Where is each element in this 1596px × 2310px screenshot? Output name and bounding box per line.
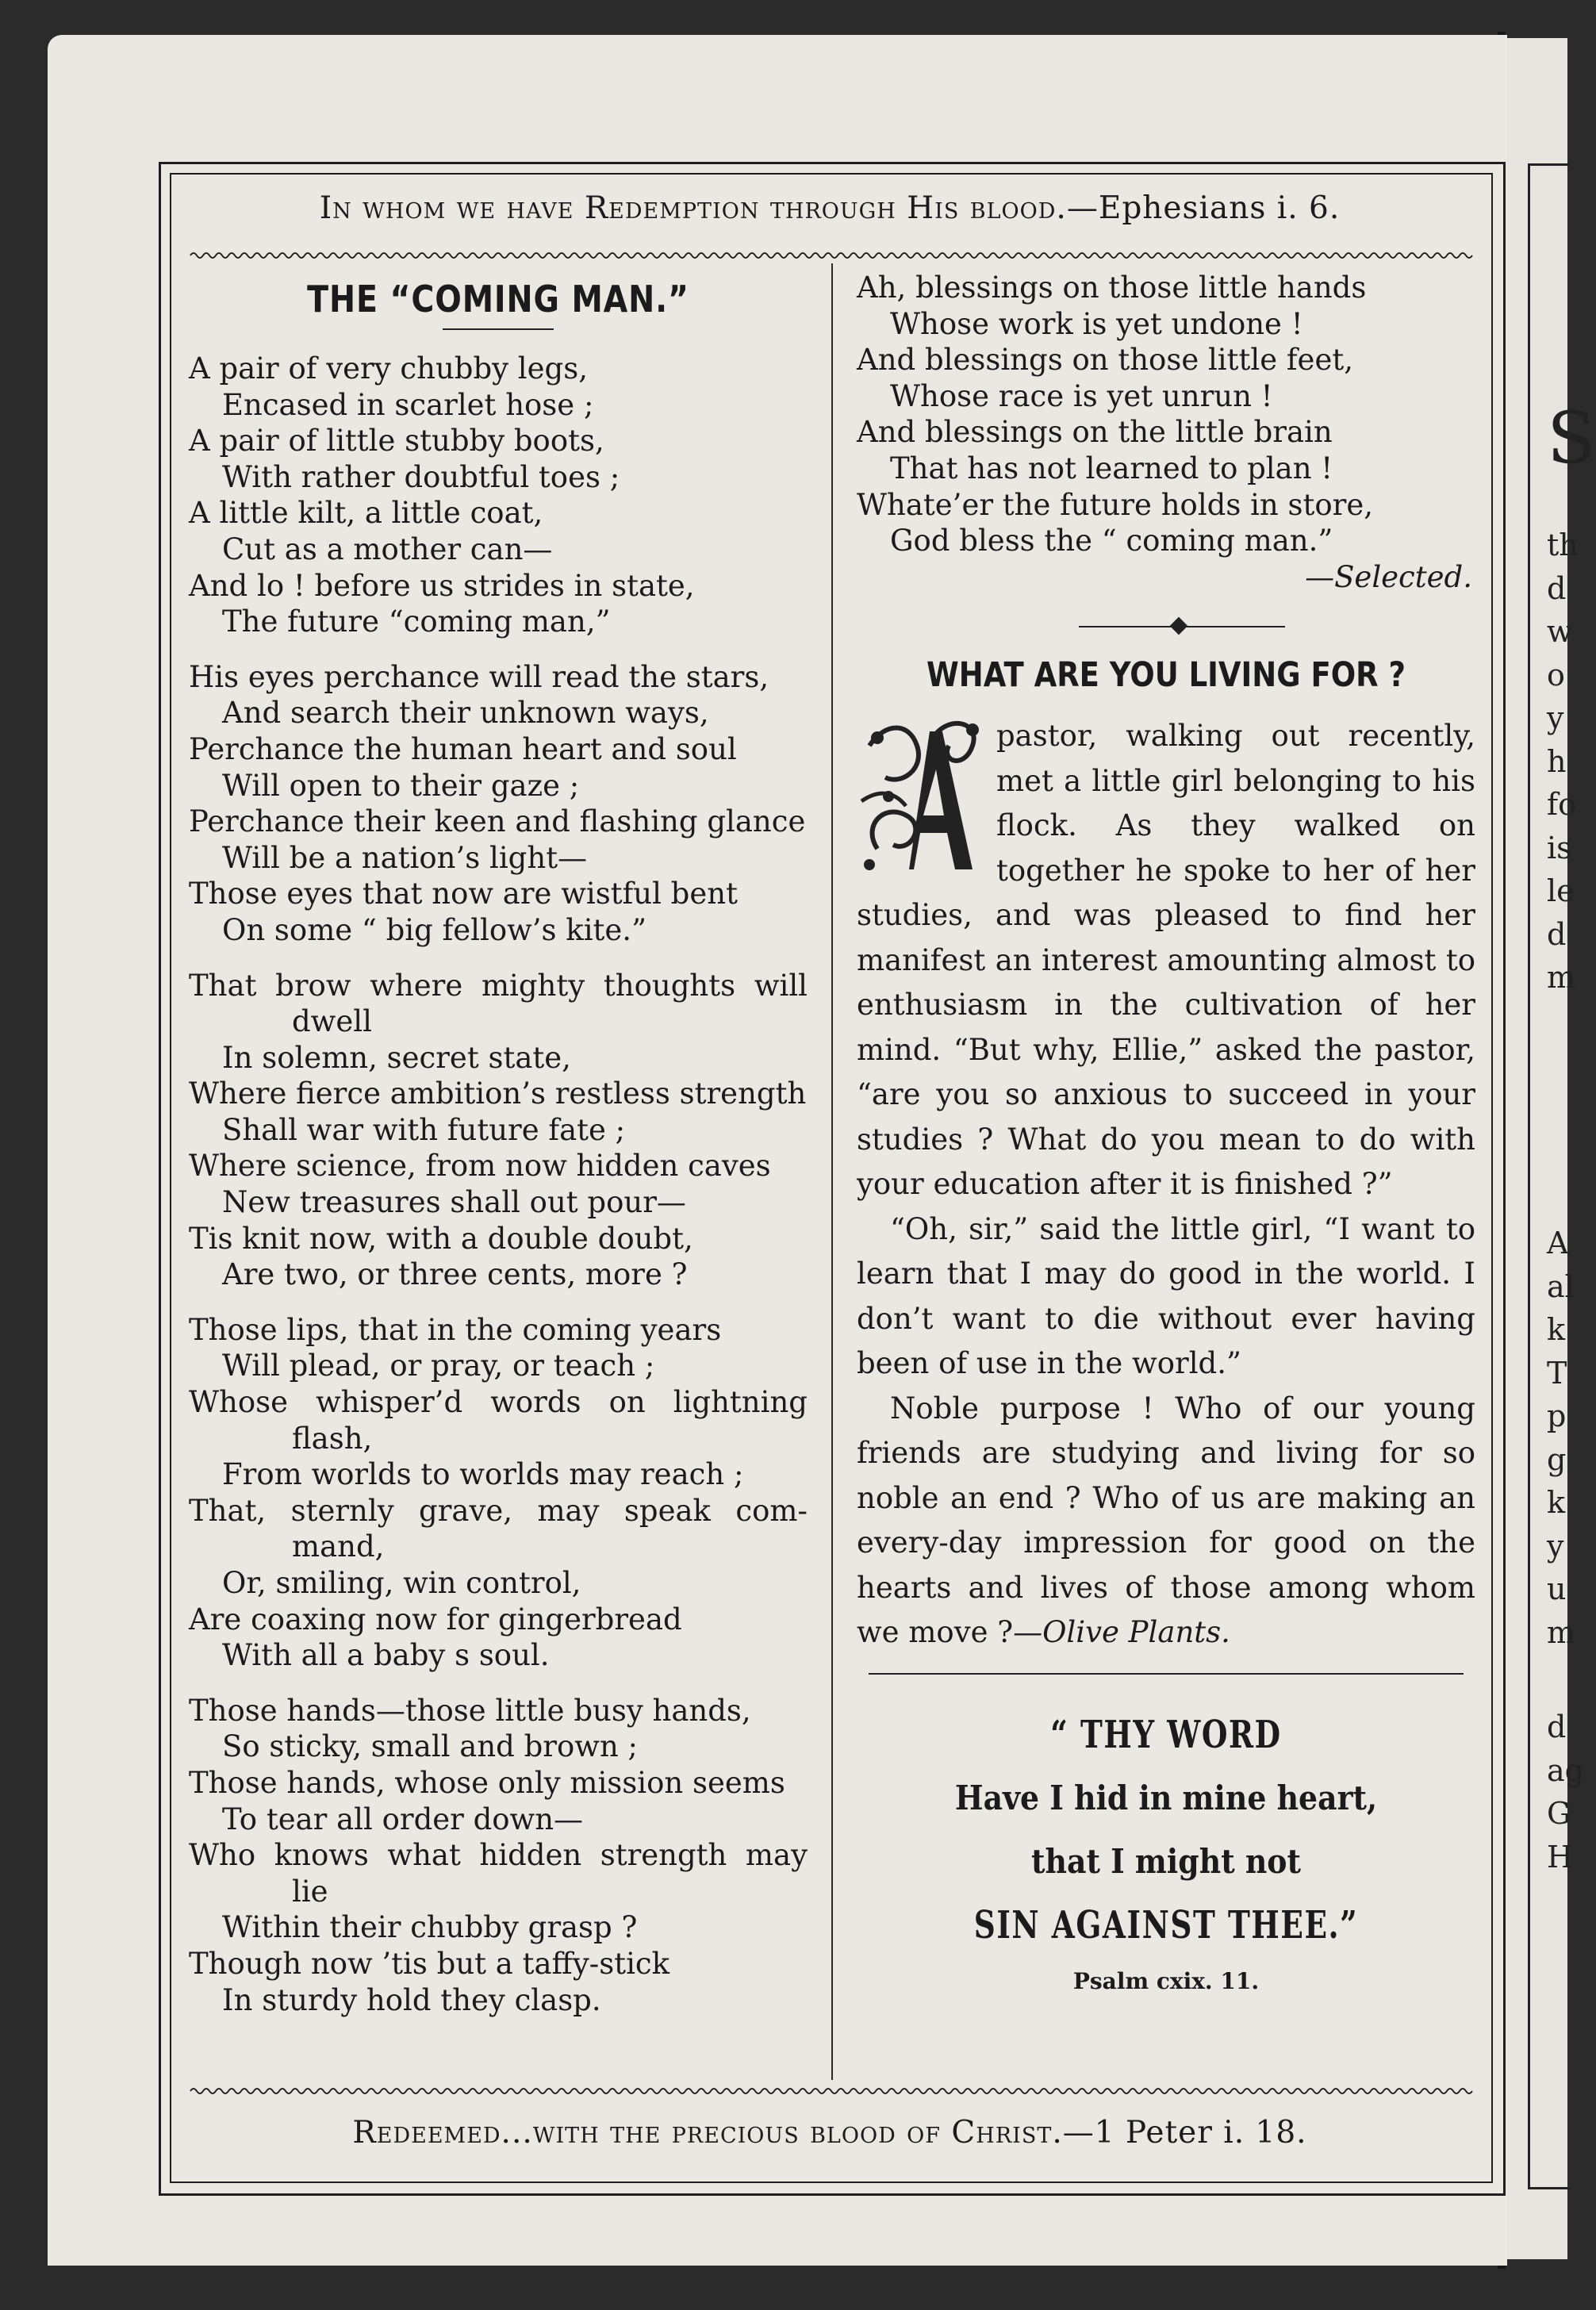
poem-line: Though now ’tis but a taffy-stick [189, 1946, 670, 1981]
right-column [857, 270, 1475, 1994]
svg-text:A: A [922, 801, 923, 803]
poem-line: Whate’er the future holds in store, [857, 487, 1373, 522]
poem-line: Whose whisper’d words on lightning [189, 1385, 808, 1420]
adjacent-page-fragment: o [1547, 657, 1565, 693]
adjacent-page-fragment: g [1547, 1441, 1567, 1477]
adjacent-page-fragment: k [1547, 1312, 1566, 1347]
adjacent-page-text-fragment-2 [1547, 1222, 1576, 1654]
article-paragraph-1: pastor, walking out recently, met a little girl belonging to his flock. As they walked on together he spoke to her of her studies, and was pleased to find her manifest an interest amounting almost to enthusiasm in the cultivation of her mind. “But why, Ellie,” asked the pastor, “are you so anxious to succeed in your studies ? What do you mean to do with your education after it is finished ?” [857, 719, 1475, 1202]
poem-line: From worlds to worlds may reach ; [222, 1457, 744, 1492]
poem-line: Shall war with future fate ; [222, 1112, 626, 1147]
scripture-line-2: Have I hid in mine heart, [954, 1778, 1378, 1817]
poem-line: Or, smiling, win control, [222, 1566, 581, 1600]
poem-body [189, 351, 808, 2018]
poem-line: Where science, from now hidden caves [189, 1149, 771, 1184]
decorative-dropcap-letter [854, 714, 990, 877]
article-title: WHAT ARE YOU LIVING FOR ? [926, 655, 1406, 696]
footer-verse-text: Redeemed...with the precious blood of Christ. [352, 2115, 1063, 2151]
poem-stanza [189, 1693, 808, 2018]
poem-line: And search their unknown ways, [222, 696, 709, 731]
poem-line: So sticky, small and brown ; [222, 1729, 638, 1764]
poem-line: Where fierce ambition’s restless strength [189, 1076, 807, 1111]
adjacent-page-fragment: y [1547, 1528, 1564, 1564]
poem-line: A little kilt, a little coat, [189, 496, 543, 531]
poem-line: Within their chubby grasp ? [222, 1910, 638, 1945]
header-verse-text: In whom we have Redemption through His blood. [319, 190, 1067, 226]
poem-line: In sturdy hold they clasp. [222, 1982, 601, 2017]
poem-line: A pair of little stubby boots, [189, 424, 604, 459]
adjacent-page-fragment: w [1547, 614, 1573, 649]
adjacent-page-fragment: y [1547, 700, 1564, 735]
adjacent-page-fragment: G [1547, 1796, 1571, 1831]
poem-title: THE “COMING MAN.” [307, 278, 689, 320]
poem-line: New treasures shall out pour— [222, 1185, 686, 1220]
adjacent-page-fragment: le [1547, 873, 1575, 908]
poem-line: And lo ! before us strides in state, [189, 568, 695, 603]
poem-line: Encased in scarlet hose ; [222, 387, 594, 422]
poem-stanza [189, 968, 808, 1293]
poem-line: Will be a nation’s light— [222, 840, 588, 875]
poem-stanza [189, 351, 808, 640]
poem-line: With rather doubtful toes ; [222, 459, 620, 494]
adjacent-page-text-fragment-3 [1547, 1706, 1584, 1878]
adjacent-page-fragment: T [1547, 1355, 1567, 1391]
poem-line: Are coaxing now for gingerbread [189, 1602, 682, 1637]
poem-body-continued [857, 270, 1475, 559]
poem-line: Perchance their keen and flashing glance [189, 804, 806, 839]
poem-line: Whose race is yet unrun ! [890, 378, 1273, 413]
adjacent-page-fragment: u [1547, 1571, 1567, 1606]
adjacent-page-fragment: th [1547, 528, 1579, 562]
poem-line: Will plead, or pray, or teach ; [222, 1349, 655, 1383]
poem-stanza [189, 659, 808, 949]
poem-line: flash, [292, 1421, 373, 1456]
wavy-rule-bottom [190, 2085, 1469, 2097]
left-column [189, 270, 808, 2037]
adjacent-page-fragment: d [1547, 570, 1567, 606]
poem-line: mand, [292, 1529, 385, 1564]
section-rule [869, 1673, 1464, 1675]
scripture-reference: Psalm cxix. 11. [1072, 1967, 1260, 1994]
poem-line: Cut as a mother can— [222, 531, 553, 566]
article-body [857, 714, 1475, 1656]
poem-stanza [189, 1312, 808, 1674]
poem-line: And blessings on the little brain [857, 415, 1333, 450]
poem-line: Perchance the human heart and soul [189, 731, 737, 766]
poem-line: Are two, or three cents, more ? [222, 1257, 688, 1292]
adjacent-page-fragment: d [1547, 916, 1567, 952]
adjacent-page-fragment: is [1547, 830, 1572, 865]
adjacent-page-fragment: m [1547, 960, 1576, 995]
scripture-box [857, 1703, 1475, 1994]
column-divider [831, 263, 833, 2080]
poem-line: dwell [292, 1004, 372, 1039]
scripture-line-3: that I might not [1031, 1841, 1301, 1881]
poem-line: Who knows what hidden strength may [189, 1838, 808, 1873]
poem-line: Those eyes that now are wistful bent [189, 877, 738, 911]
poem-line: Those hands—those little busy hands, [189, 1693, 751, 1728]
poem-line: To tear all order down— [222, 1802, 584, 1836]
footer-verse-reference: —1 Peter i. 18. [1062, 2115, 1307, 2151]
wavy-rule-top [190, 249, 1469, 262]
poem-stanza [857, 270, 1475, 559]
poem-line: A pair of very chubby legs, [189, 351, 588, 386]
poem-line: God bless the “ coming man.” [890, 524, 1333, 558]
article-paragraph-3: Noble purpose ! Who of our young friends are studying and living for so noble an end ? Who of us are making an every-day impression for good on the hearts and lives of those among whom we move ?—Olive Plants. [857, 1391, 1475, 1650]
adjacent-page-drop-letter: S [1547, 397, 1596, 480]
poem-line: Whose work is yet undone ! [890, 306, 1303, 341]
article-source: —Olive Plants. [1013, 1615, 1230, 1650]
poem-line: The future “coming man,” [222, 604, 611, 639]
poem-line: Ah, blessings on those little hands [857, 271, 1367, 305]
poem-line: lie [292, 1874, 328, 1909]
adjacent-page-fragment: k [1547, 1485, 1566, 1520]
scripture-line-1: “ THY WORD [1050, 1712, 1282, 1757]
adjacent-page-fragment: H [1547, 1839, 1574, 1874]
header-verse-reference: —Ephesians i. 6. [1066, 190, 1341, 226]
poem-line: On some “ big fellow’s kite.” [222, 912, 646, 947]
poem-credit: —Selected. [1305, 559, 1472, 594]
poem-line: In solemn, secret state, [222, 1040, 571, 1075]
adjacent-page-fragment: ag [1547, 1752, 1584, 1788]
poem-line: Those hands, whose only mission seems [189, 1765, 785, 1800]
adjacent-page-fragment: p [1547, 1399, 1567, 1433]
poem-line: That has not learned to plan ! [890, 451, 1333, 485]
adjacent-page-fragment: al [1547, 1268, 1575, 1304]
poem-line: That brow where mighty thoughts will [189, 968, 808, 1003]
poem-line: His eyes perchance will read the stars, [189, 659, 769, 694]
adjacent-page-fragment: d [1547, 1709, 1567, 1744]
ornamental-rule [857, 611, 1475, 643]
poem-line: Tis knit now, with a double doubt, [189, 1221, 693, 1256]
adjacent-page-fragment: A [1547, 1226, 1569, 1261]
adjacent-page-fragment: fo [1547, 787, 1576, 822]
adjacent-page-fragment: m [1547, 1614, 1576, 1650]
poem-line: That, sternly grave, may speak com- [189, 1493, 808, 1528]
poem-line: Those lips, that in the coming years [189, 1312, 722, 1347]
header-verse [175, 190, 1485, 226]
article-paragraph-2: “Oh, sir,” said the little girl, “I want to learn that I may do good in the world. I don’t want to die without ever having been of use in the world.” [857, 1211, 1475, 1381]
footer-verse [175, 2115, 1485, 2151]
title-rule [443, 328, 554, 330]
adjacent-page-fragment: h [1547, 743, 1567, 779]
poem-line: And blessings on those little feet, [857, 343, 1353, 378]
poem-line: With all a baby s soul. [222, 1638, 550, 1673]
scripture-line-4: SIN AGAINST THEE.” [973, 1902, 1359, 1947]
adjacent-page-text-fragment-1 [1547, 524, 1579, 1000]
poem-line: Will open to their gaze ; [222, 768, 580, 803]
